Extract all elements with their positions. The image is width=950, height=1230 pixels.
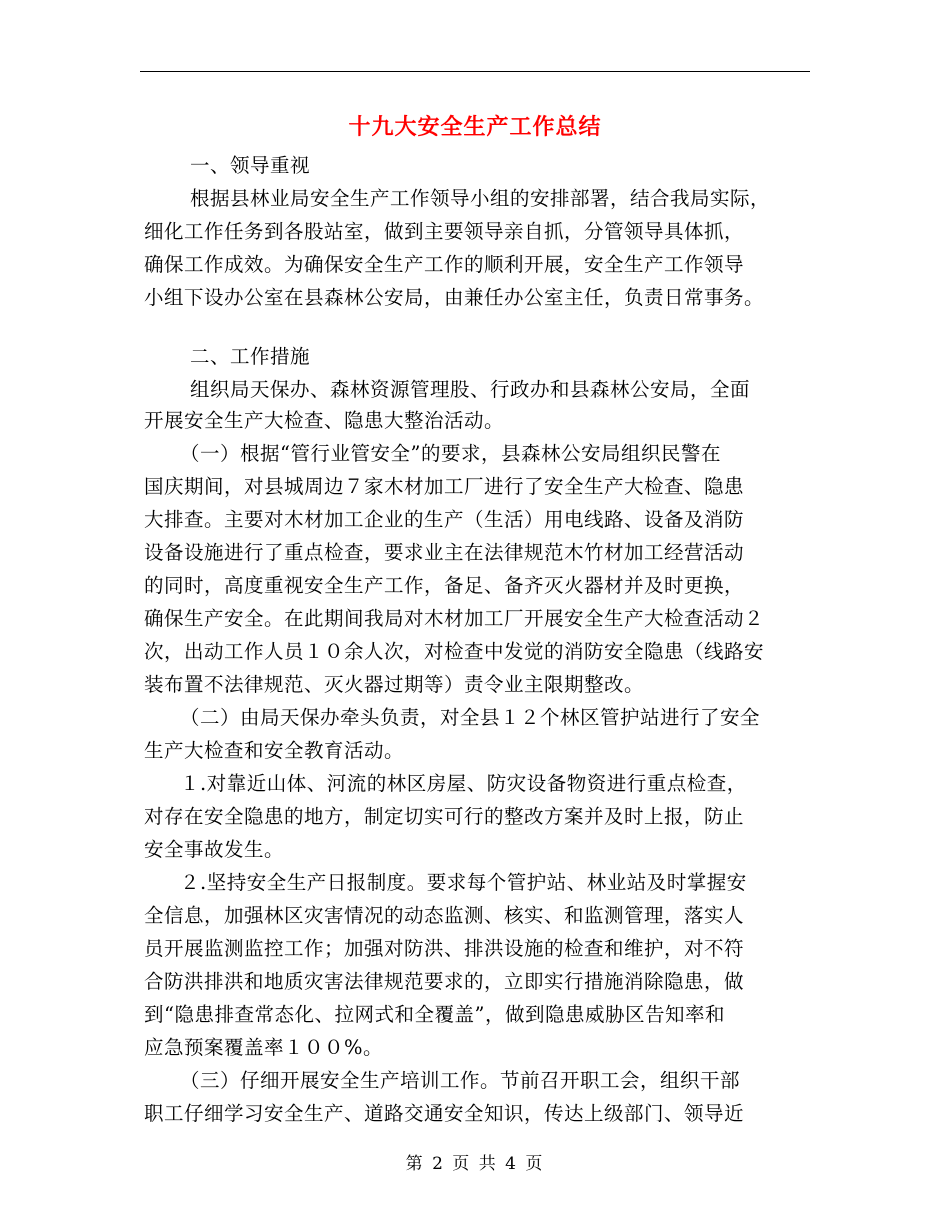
body-line: 应急预案覆盖率１００%。 [144, 1036, 384, 1059]
body-line: 大排查。主要对木材加工企业的生产（生活）用电线路、设备及消防 [144, 508, 745, 531]
body-line: 装布置不法律规范、灭火器过期等）责令业主限期整改。 [144, 673, 645, 696]
body-line: 细化工作任务到各股站室，做到主要领导亲自抓，分管领导具体抓， [144, 220, 745, 243]
body-line: （一）根据“管行业管安全”的要求，县森林公安局组织民警在 [180, 442, 721, 465]
body-line: 全信息，加强林区灾害情况的动态监测、核实、和监测管理，落实人 [144, 904, 745, 927]
body-line: 根据县林业局安全生产工作领导小组的安排部署，结合我局实际， [190, 187, 771, 210]
body-line: 小组下设办公室在县森林公安局，由兼任办公室主任，负责日常事务。 [144, 286, 765, 309]
body-line: 安全事故发生。 [144, 838, 285, 861]
body-line: （三）仔细开展安全生产培训工作。节前召开职工会，组织干部 [180, 1069, 741, 1092]
body-line: 设备设施进行了重点检查，要求业主在法律规范木竹材加工经营活动 [144, 541, 745, 564]
body-line: （二）由局天保办牵头负责，对全县１２个林区管护站进行了安全 [180, 706, 761, 729]
body-line: 次，出动工作人员１０余人次，对检查中发觉的消防安全隐患（线路安 [144, 640, 765, 663]
document-title: 十九大安全生产工作总结 [348, 114, 602, 140]
body-line: 职工仔细学习安全生产、道路交通安全知识，传达上级部门、领导近 [144, 1102, 745, 1125]
body-line: 确保工作成效。为确保安全生产工作的顺利开展，安全生产工作领导 [144, 253, 745, 276]
body-line: 开展安全生产大检查、隐患大整治活动。 [144, 409, 505, 432]
header-rule [140, 71, 810, 72]
section-heading: 二、工作措施 [190, 345, 311, 368]
page-number-footer: 第 2 页 共 4 页 [405, 1154, 545, 1174]
body-line: 员开展监测监控工作；加强对防洪、排洪设施的检查和维护，对不符 [144, 937, 745, 960]
body-line: 生产大检查和安全教育活动。 [144, 739, 405, 762]
body-line: 到“隐患排查常态化、拉网式和全覆盖”，做到隐患威胁区告知率和 [144, 1003, 725, 1026]
body-line: ２.坚持安全生产日报制度。要求每个管护站、林业站及时掌握安 [180, 871, 747, 894]
body-line: 国庆期间，对县城周边７家木材加工厂进行了安全生产大检查、隐患 [144, 475, 745, 498]
body-line: 组织局天保办、森林资源管理股、行政办和县森林公安局，全面 [190, 378, 751, 401]
body-line: １.对靠近山体、河流的林区房屋、防灾设备物资进行重点检查， [180, 772, 747, 795]
body-line: 合防洪排洪和地质灾害法律规范要求的，立即实行措施消除隐患，做 [144, 970, 745, 993]
body-line: 对存在安全隐患的地方，制定切实可行的整改方案并及时上报，防止 [144, 805, 745, 828]
body-line: 的同时，高度重视安全生产工作，备足、备齐灭火器材并及时更换， [144, 574, 745, 597]
body-line: 确保生产安全。在此期间我局对木材加工厂开展安全生产大检查活动２ [144, 607, 765, 630]
section-heading: 一、领导重视 [190, 154, 311, 177]
